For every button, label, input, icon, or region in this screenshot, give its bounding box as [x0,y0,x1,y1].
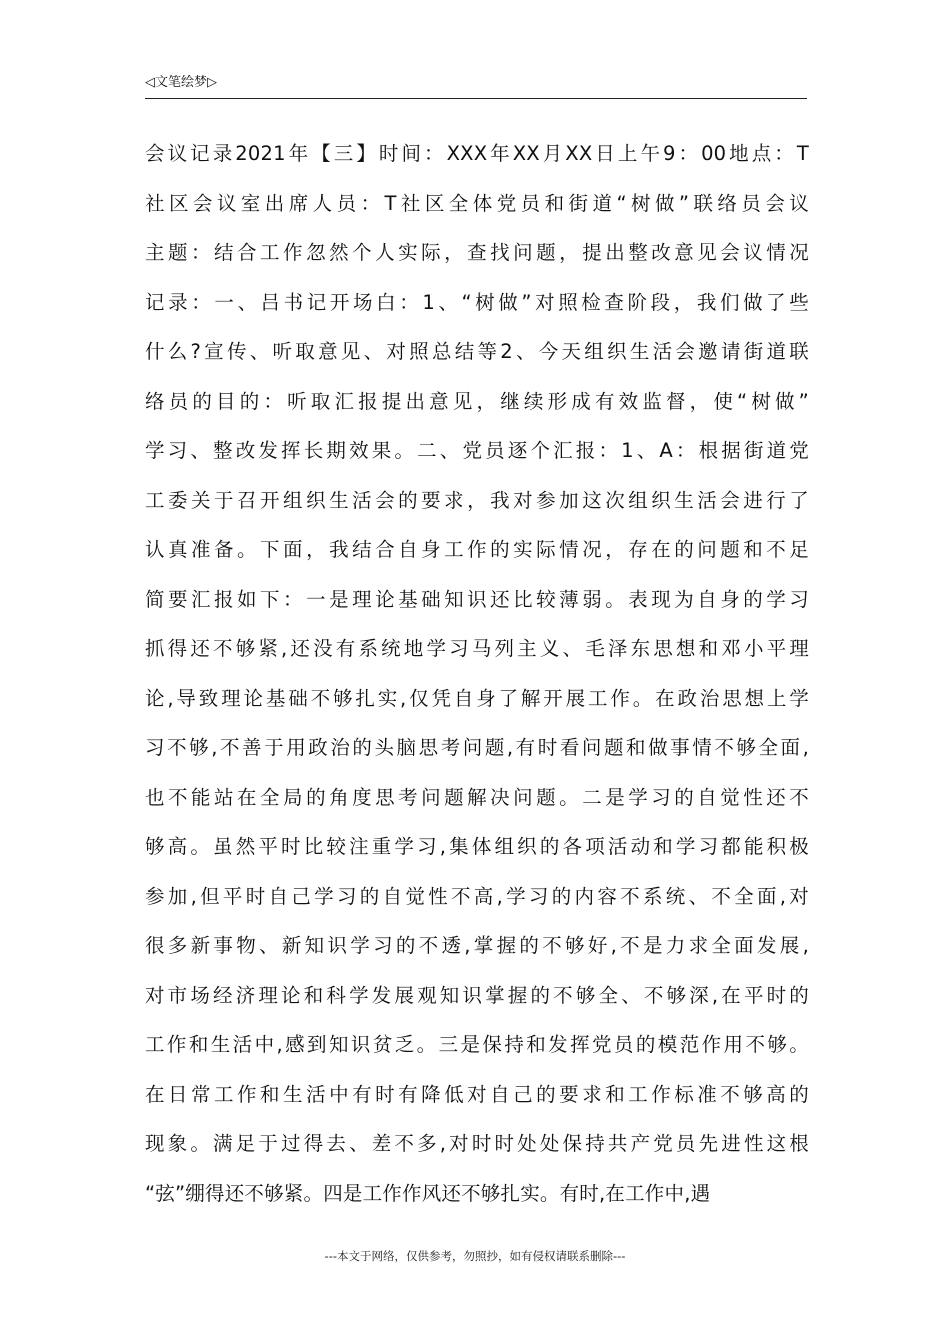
body-line: 习不够,不善于用政治的头脑思考问题,有时看问题和做事情不够全面, [145,736,809,759]
body-line: 很多新事物、新知识学习的不透,掌握的不够好,不是力求全面发展, [145,934,809,957]
document-body [145,129,809,1218]
body-line: 简要汇报如下：一是理论基础知识还比较薄弱。表现为自身的学习 [145,587,809,611]
body-line: 社区会议室出席人员：T社区全体党员和街道“树做”联络员会议 [145,191,809,215]
body-line: 学习、整改发挥长期效果。二、党员逐个汇报：1、A：根据街道党 [145,439,809,462]
body-line: 论,导致理论基础不够扎实,仅凭自身了解开展工作。在政治思想上学 [145,686,809,710]
body-line: 也不能站在全局的角度思考问题解决问题。二是学习的自觉性还不 [145,785,809,809]
body-line: 现象。满足于过得去、差不多,对时时处处保持共产党员先进性这根 [145,1132,809,1155]
body-line: 在日常工作和生活中有时有降低对自己的要求和工作标准不够高的 [145,1082,809,1106]
body-line: 认真准备。下面，我结合自身工作的实际情况，存在的问题和不足 [145,538,809,561]
footer-disclaimer: ---本文于网络，仅供参考，勿照抄，如有侵权请联系删除--- [324,1249,626,1263]
body-line: 够高。虽然平时比较注重学习,集体组织的各项活动和学习都能积极 [145,835,809,858]
body-line: 主题：结合工作忽然个人实际，查找问题，提出整改意见会议情况 [145,241,809,264]
body-line: 参加,但平时自己学习的自觉性不高,学习的内容不系统、不全面,对 [145,884,809,908]
body-line: 工委关于召开组织生活会的要求，我对参加这次组织生活会进行了 [145,488,809,512]
body-line: 会议记录2021年【三】时间：XXX年XX月XX日上午9：00地点：T [145,142,809,165]
page-header [145,70,807,99]
body-line: 对市场经济理论和科学发展观知识掌握的不够全、不够深,在平时的 [145,983,809,1007]
body-line: 什么?宣传、听取意见、对照总结等2、今天组织生活会邀请街道联 [145,340,809,363]
body-line: “弦”绷得还不够紧。四是工作作风还不够扎实。有时,在工作中,遇 [145,1181,711,1205]
body-line: 记录：一、吕书记开场白：1、“树做”对照检查阶段，我们做了些 [145,290,809,314]
body-line: 抓得还不够紧,还没有系统地学习马列主义、毛泽东思想和邓小平理 [145,637,809,660]
body-line: 络员的目的：听取汇报提出意见，继续形成有效监督，使“树做” [145,389,809,413]
header-title: ◁文笔绘梦▷ [145,75,217,90]
body-line: 工作和生活中,感到知识贫乏。三是保持和发挥党员的模范作用不够。 [145,1033,809,1056]
